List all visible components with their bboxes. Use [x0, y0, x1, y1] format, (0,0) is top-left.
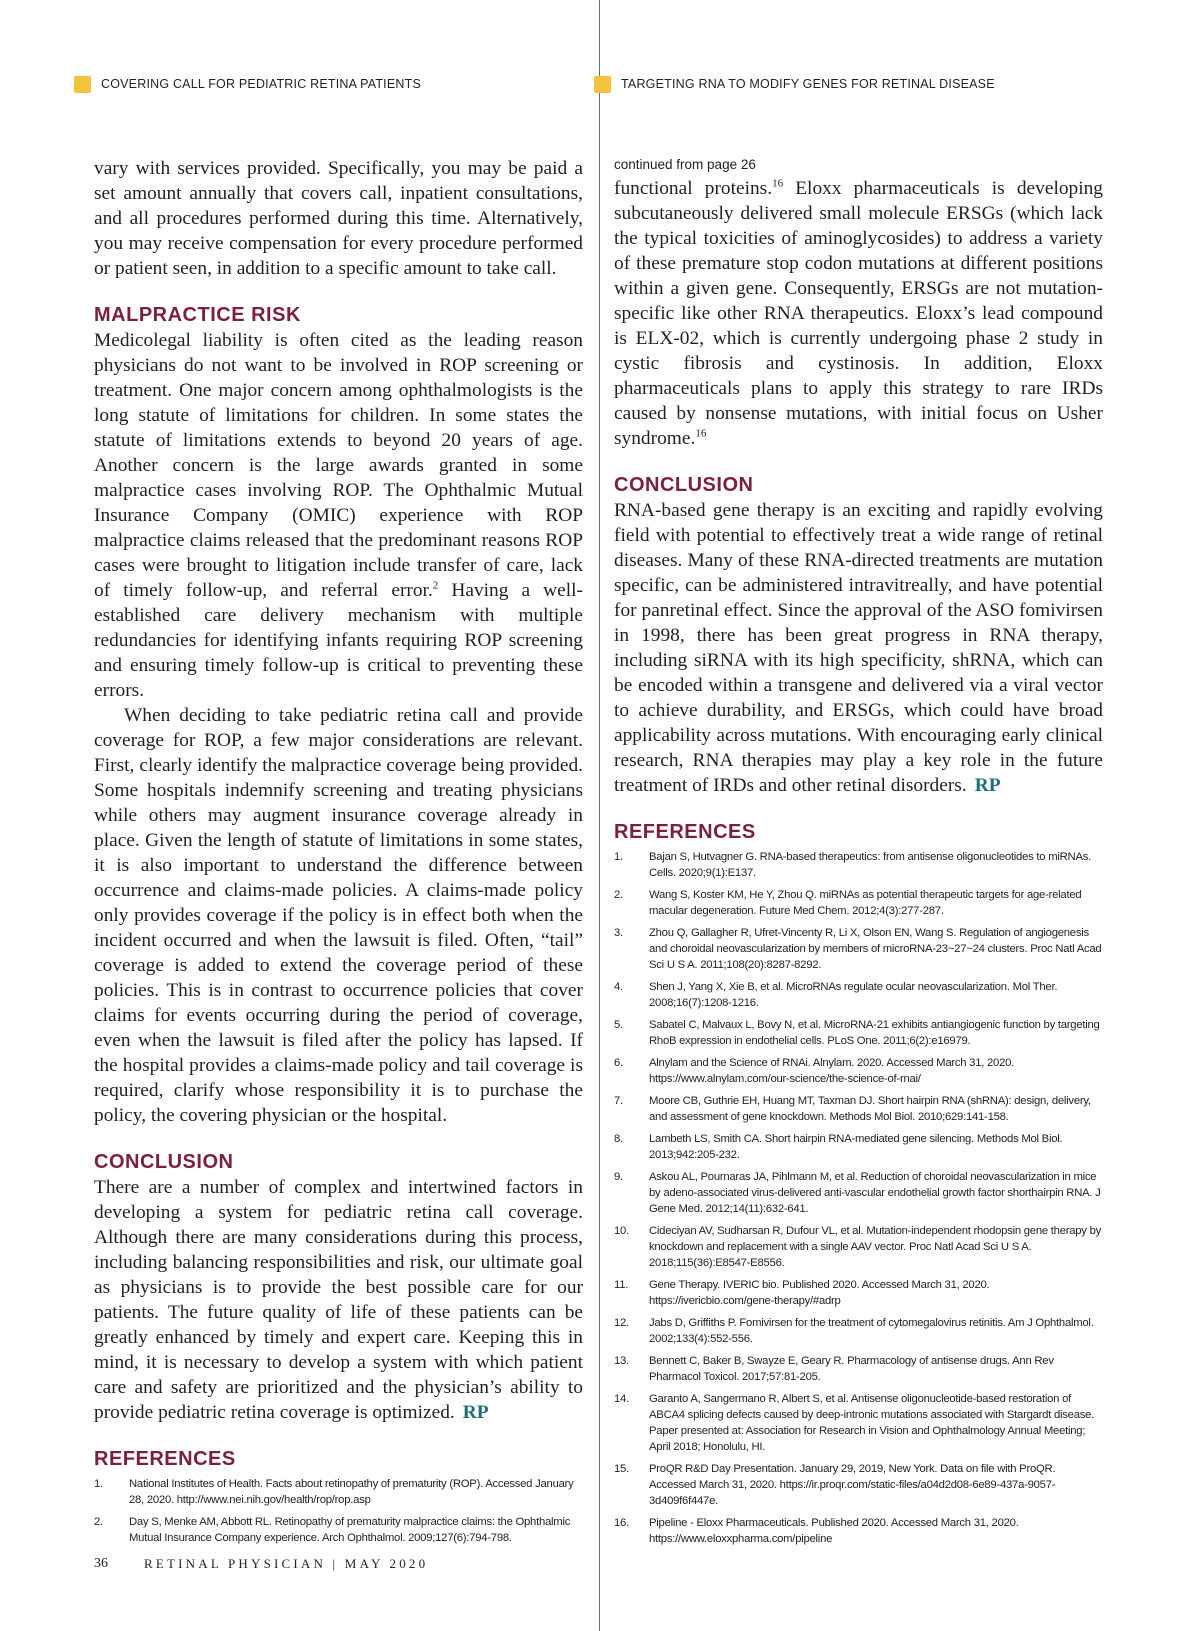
reference-number: 2. [614, 889, 623, 901]
reference-number: 6. [614, 1057, 623, 1069]
reference-number: 11. [614, 1279, 629, 1291]
reference-number: 9. [614, 1171, 623, 1183]
magazine-name: RETINAL PHYSICIAN | MAY 2020 [144, 1556, 429, 1571]
reference-text: Lambeth LS, Smith CA. Short hairpin RNA-mediated gene silencing. Methods Mol Biol. 2013;942:205-232. [649, 1133, 1063, 1161]
conclusion-heading-left: CONCLUSION [94, 1151, 234, 1173]
reference-item [614, 1055, 1103, 1087]
section-square-icon [594, 76, 611, 93]
reference-text: Garanto A, Sangermano R, Albert S, et al. Antisense oligonucleotide-based restoration of ABCA4 splicing defects caused by deep-intronic mutations associated with Stargardt disease. Paper presented at: Association for Research in Vision and Ophthalmology Annual Meeting; April 2018; Honolulu, HI. [649, 1393, 1095, 1453]
reference-number: 16. [614, 1517, 629, 1529]
reference-number: 10. [614, 1225, 629, 1237]
conclusion-paragraph-left: There are a number of complex and intertwined factors in developing a system for pediatric retina call coverage. Although there are many considerations during this process, including balancing responsibilities and risk, our ultimate goal as physicians is to provide the best possible care for our patients. The future quality of life of these patients can be greatly enhanced by timely and expert care. Keeping this in mind, it is necessary to develop a system with which patient care and safety are prioritized and the physician’s ability to provide pediatric retina coverage is optimized. RP [94, 1177, 583, 1423]
reference-text: National Institutes of Health. Facts about retinopathy of prematurity (ROP). Accessed January 28, 2020. http://www.nei.nih.gov/health/rop/rop.asp [129, 1478, 574, 1506]
reference-text: Bennett C, Baker B, Swayze E, Geary R. Pharmacology of antisense drugs. Ann Rev Pharmacol Toxicol. 2017;57:81-205. [649, 1355, 1054, 1383]
reference-item [614, 979, 1103, 1011]
reference-item [614, 1223, 1103, 1271]
reference-item [614, 1169, 1103, 1217]
reference-text: Wang S, Koster KM, He Y, Zhou Q. miRNAs as potential therapeutic targets for age-related macular degeneration. Future Med Chem. 2012;4(3):277-287. [649, 889, 1082, 917]
malpractice-paragraph-1: Medicolegal liability is often cited as the leading reason physicians do not want to be involved in ROP screening or treatment. One major concern among ophthalmologists is the long statute of limitations for children. In some states the statute of limitations extends to beyond 20 years of age. Another concern is the large awards granted in some malpractice cases involving ROP. The Ophthalmic Mutual Insurance Company (OMIC) experience with ROP malpractice claims released that the predominant reasons ROP cases were brought to litigation include transfer of care, lack of timely follow-up, and referral error.$^2$ Having a well-established care delivery mechanism with multiple redundancies for identifying infants requiring ROP screening and ensuring timely follow-up is critical to preventing these errors. [94, 330, 583, 701]
reference-text: Cideciyan AV, Sudharsan R, Dufour VL, et al. Mutation-independent rhodopsin gene therapy by knockdown and replacement with a single AAV vector. Proc Natl Acad Sci U S A. 2018;115(36):E8547-E8556. [649, 1225, 1102, 1269]
reference-item [614, 1277, 1103, 1309]
reference-number: 2. [94, 1516, 103, 1528]
malpractice-heading: MALPRACTICE RISK [94, 304, 301, 326]
reference-item [94, 1476, 583, 1508]
reference-text: Shen J, Yang X, Xie B, et al. MicroRNAs regulate ocular neovascularization. Mol Ther. 2008;16(7):1208-1216. [649, 981, 1058, 1009]
reference-item [614, 1315, 1103, 1347]
section-square-icon [74, 76, 91, 93]
reference-text: Askou AL, Pournaras JA, Pihlmann M, et al. Reduction of choroidal neovascularization in mice by adeno-associated virus-delivered anti-vascular endothelial growth factor shorthairpin RNA. J Gene Med. 2012;14(11):632-641. [649, 1171, 1101, 1215]
eloxx-paragraph: functional proteins.$^{16}$ Eloxx pharmaceuticals is developing subcutaneously delivered small molecule ERSGs (which lack the typical toxicities of aminoglycosides) to address a variety of these premature stop codon mutations at different positions within a given gene. Consequently, ERSGs are not mutation-specific like other RNA therapeutics. Eloxx’s lead compound is ELX-02, which is currently undergoing phase 2 study in cystic fibrosis and cystinosis. In addition, Eloxx pharmaceuticals plans to apply this strategy to rare IRDs caused by nonsense mutations, with initial focus on Usher syndrome.$^{16}$ [614, 177, 1104, 449]
reference-number: 1. [614, 851, 623, 863]
reference-item [614, 849, 1103, 881]
reference-text: Pipeline - Eloxx Pharmaceuticals. Published 2020. Accessed March 31, 2020. https://www.eloxxpharma.com/pipeline [649, 1517, 1019, 1545]
reference-text: Sabatel C, Malvaux L, Bovy N, et al. MicroRNA-21 exhibits antiangiogenic function by targeting RhoB expression in endothelial cells. PLoS One. 2011;6(2):e16979. [649, 1019, 1100, 1047]
reference-number: 4. [614, 981, 623, 993]
reference-number: 5. [614, 1019, 623, 1031]
reference-item [614, 1515, 1103, 1547]
running-header-right [594, 74, 995, 94]
references-list-right [614, 849, 1103, 1547]
page-footer [94, 1556, 428, 1572]
reference-item [614, 1131, 1103, 1163]
reference-item [614, 887, 1103, 919]
reference-number: 1. [94, 1478, 103, 1490]
reference-number: 3. [614, 927, 623, 939]
reference-number: 7. [614, 1095, 623, 1107]
reference-item [614, 925, 1103, 973]
reference-item [614, 1093, 1103, 1125]
reference-item [614, 1017, 1103, 1049]
running-header-left-text: COVERING CALL FOR PEDIATRIC RETINA PATIENTS [101, 77, 421, 91]
reference-text: Zhou Q, Gallagher R, Ufret-Vincenty R, Li X, Olson EN, Wang S. Regulation of angiogenesis and choroidal neovascularization by members of microRNA-23~27~24 clusters. Proc Natl Acad Sci U S A. 2011;108(20):8287-8292. [649, 927, 1102, 971]
reference-number: 12. [614, 1317, 629, 1329]
reference-item [614, 1461, 1103, 1509]
conclusion-heading-right: CONCLUSION [614, 474, 754, 496]
right-column [614, 156, 1103, 1553]
reference-text: Moore CB, Guthrie EH, Huang MT, Taxman DJ. Short hairpin RNA (shRNA): design, delivery, and assessment of gene knockdown. Methods Mol Biol. 2010;629:141-158. [649, 1095, 1091, 1123]
reference-text: Jabs D, Griffiths P. Fomivirsen for the treatment of cytomegalovirus retinitis. Am J Ophthalmol. 2002;133(4):552-556. [649, 1317, 1094, 1345]
reference-number: 13. [614, 1355, 629, 1367]
continued-note: continued from page 26 [614, 157, 756, 172]
rp-end-mark: RP [462, 1402, 489, 1423]
reference-item [614, 1353, 1103, 1385]
reference-item [614, 1391, 1103, 1455]
reference-text: Alnylam and the Science of RNAi. Alnylam. 2020. Accessed March 31, 2020. https://www.alnylam.com/our-science/the-science-of-rnai/ [649, 1057, 1015, 1085]
rp-end-mark: RP [974, 775, 1001, 796]
left-column [94, 156, 583, 1552]
reference-number: 15. [614, 1463, 629, 1475]
references-list-left [94, 1476, 583, 1546]
reference-number: 14. [614, 1393, 629, 1405]
page-number: 36 [94, 1556, 108, 1571]
column-divider [599, 0, 600, 1631]
conclusion-paragraph-right: RNA-based gene therapy is an exciting and rapidly evolving field with potential to effectively treat a wide range of retinal diseases. Many of these RNA-directed treatments are mutation specific, can be administered intravitreally, and have potential for panretinal effect. Since the approval of the ASO fomivirsen in 1998, there has been great progress in RNA therapy, including siRNA with its high specificity, shRNA, which can be encoded within a transgene and delivered via a viral vector to achieve durability, and ERSGs, which could have broad applicability across mutations. With encouraging early clinical research, RNA therapies may play a key role in the future treatment of IRDs and other retinal disorders. RP [614, 500, 1103, 796]
running-header-right-text: TARGETING RNA TO MODIFY GENES FOR RETINAL DISEASE [621, 77, 995, 91]
reference-text: ProQR R&D Day Presentation. January 29, 2019, New York. Data on file with ProQR. Accessed March 31, 2020. https://ir.proqr.com/static-files/a04d2d08-6e89-437a-9057-3d409f6f447e. [649, 1463, 1056, 1507]
references-heading-right: REFERENCES [614, 821, 756, 843]
running-header-left [74, 74, 421, 94]
reference-text: Bajan S, Hutvagner G. RNA-based therapeutics: from antisense oligonucleotides to miRNAs. Cells. 2020;9(1):E137. [649, 851, 1092, 879]
references-heading-left: REFERENCES [94, 1448, 236, 1470]
reference-text: Gene Therapy. IVERIC bio. Published 2020. Accessed March 31, 2020. https://ivericbio.com/gene-therapy/#adrp [649, 1279, 990, 1307]
reference-number: 8. [614, 1133, 623, 1145]
intro-paragraph: vary with services provided. Specifically, you may be paid a set amount annually that covers call, inpatient consultations, and all procedures performed during this time. Alternatively, you may receive compensation for every procedure performed or patient seen, in addition to a specific amount to take call. [94, 158, 583, 279]
reference-text: Day S, Menke AM, Abbott RL. Retinopathy of prematurity malpractice claims: the Ophthalmic Mutual Insurance Company experience. Arch Ophthalmol. 2009;127(6):794-798. [129, 1516, 571, 1544]
reference-item [94, 1514, 583, 1546]
malpractice-paragraph-2: When deciding to take pediatric retina call and provide coverage for ROP, a few major considerations are relevant. First, clearly identify the malpractice coverage being provided. Some hospitals indemnify screening and treating physicians while others may augment insurance coverage already in place. Given the length of statute of limitations in some states, it is also important to understand the difference between occurrence and claims-made policies. A claims-made policy only provides coverage if the policy is in effect both when the incident occurred and when the lawsuit is filed. Often, “tail” coverage is added to extend the coverage period of these policies. This is in contrast to occurrence policies that cover claims for events occurring during the period of coverage, even when the lawsuit is filed after the policy has lapsed. If the hospital provides a claims-made policy and tail coverage is required, clarify whose responsibility it is to purchase the policy, the covering physician or the hospital. [94, 705, 583, 1126]
